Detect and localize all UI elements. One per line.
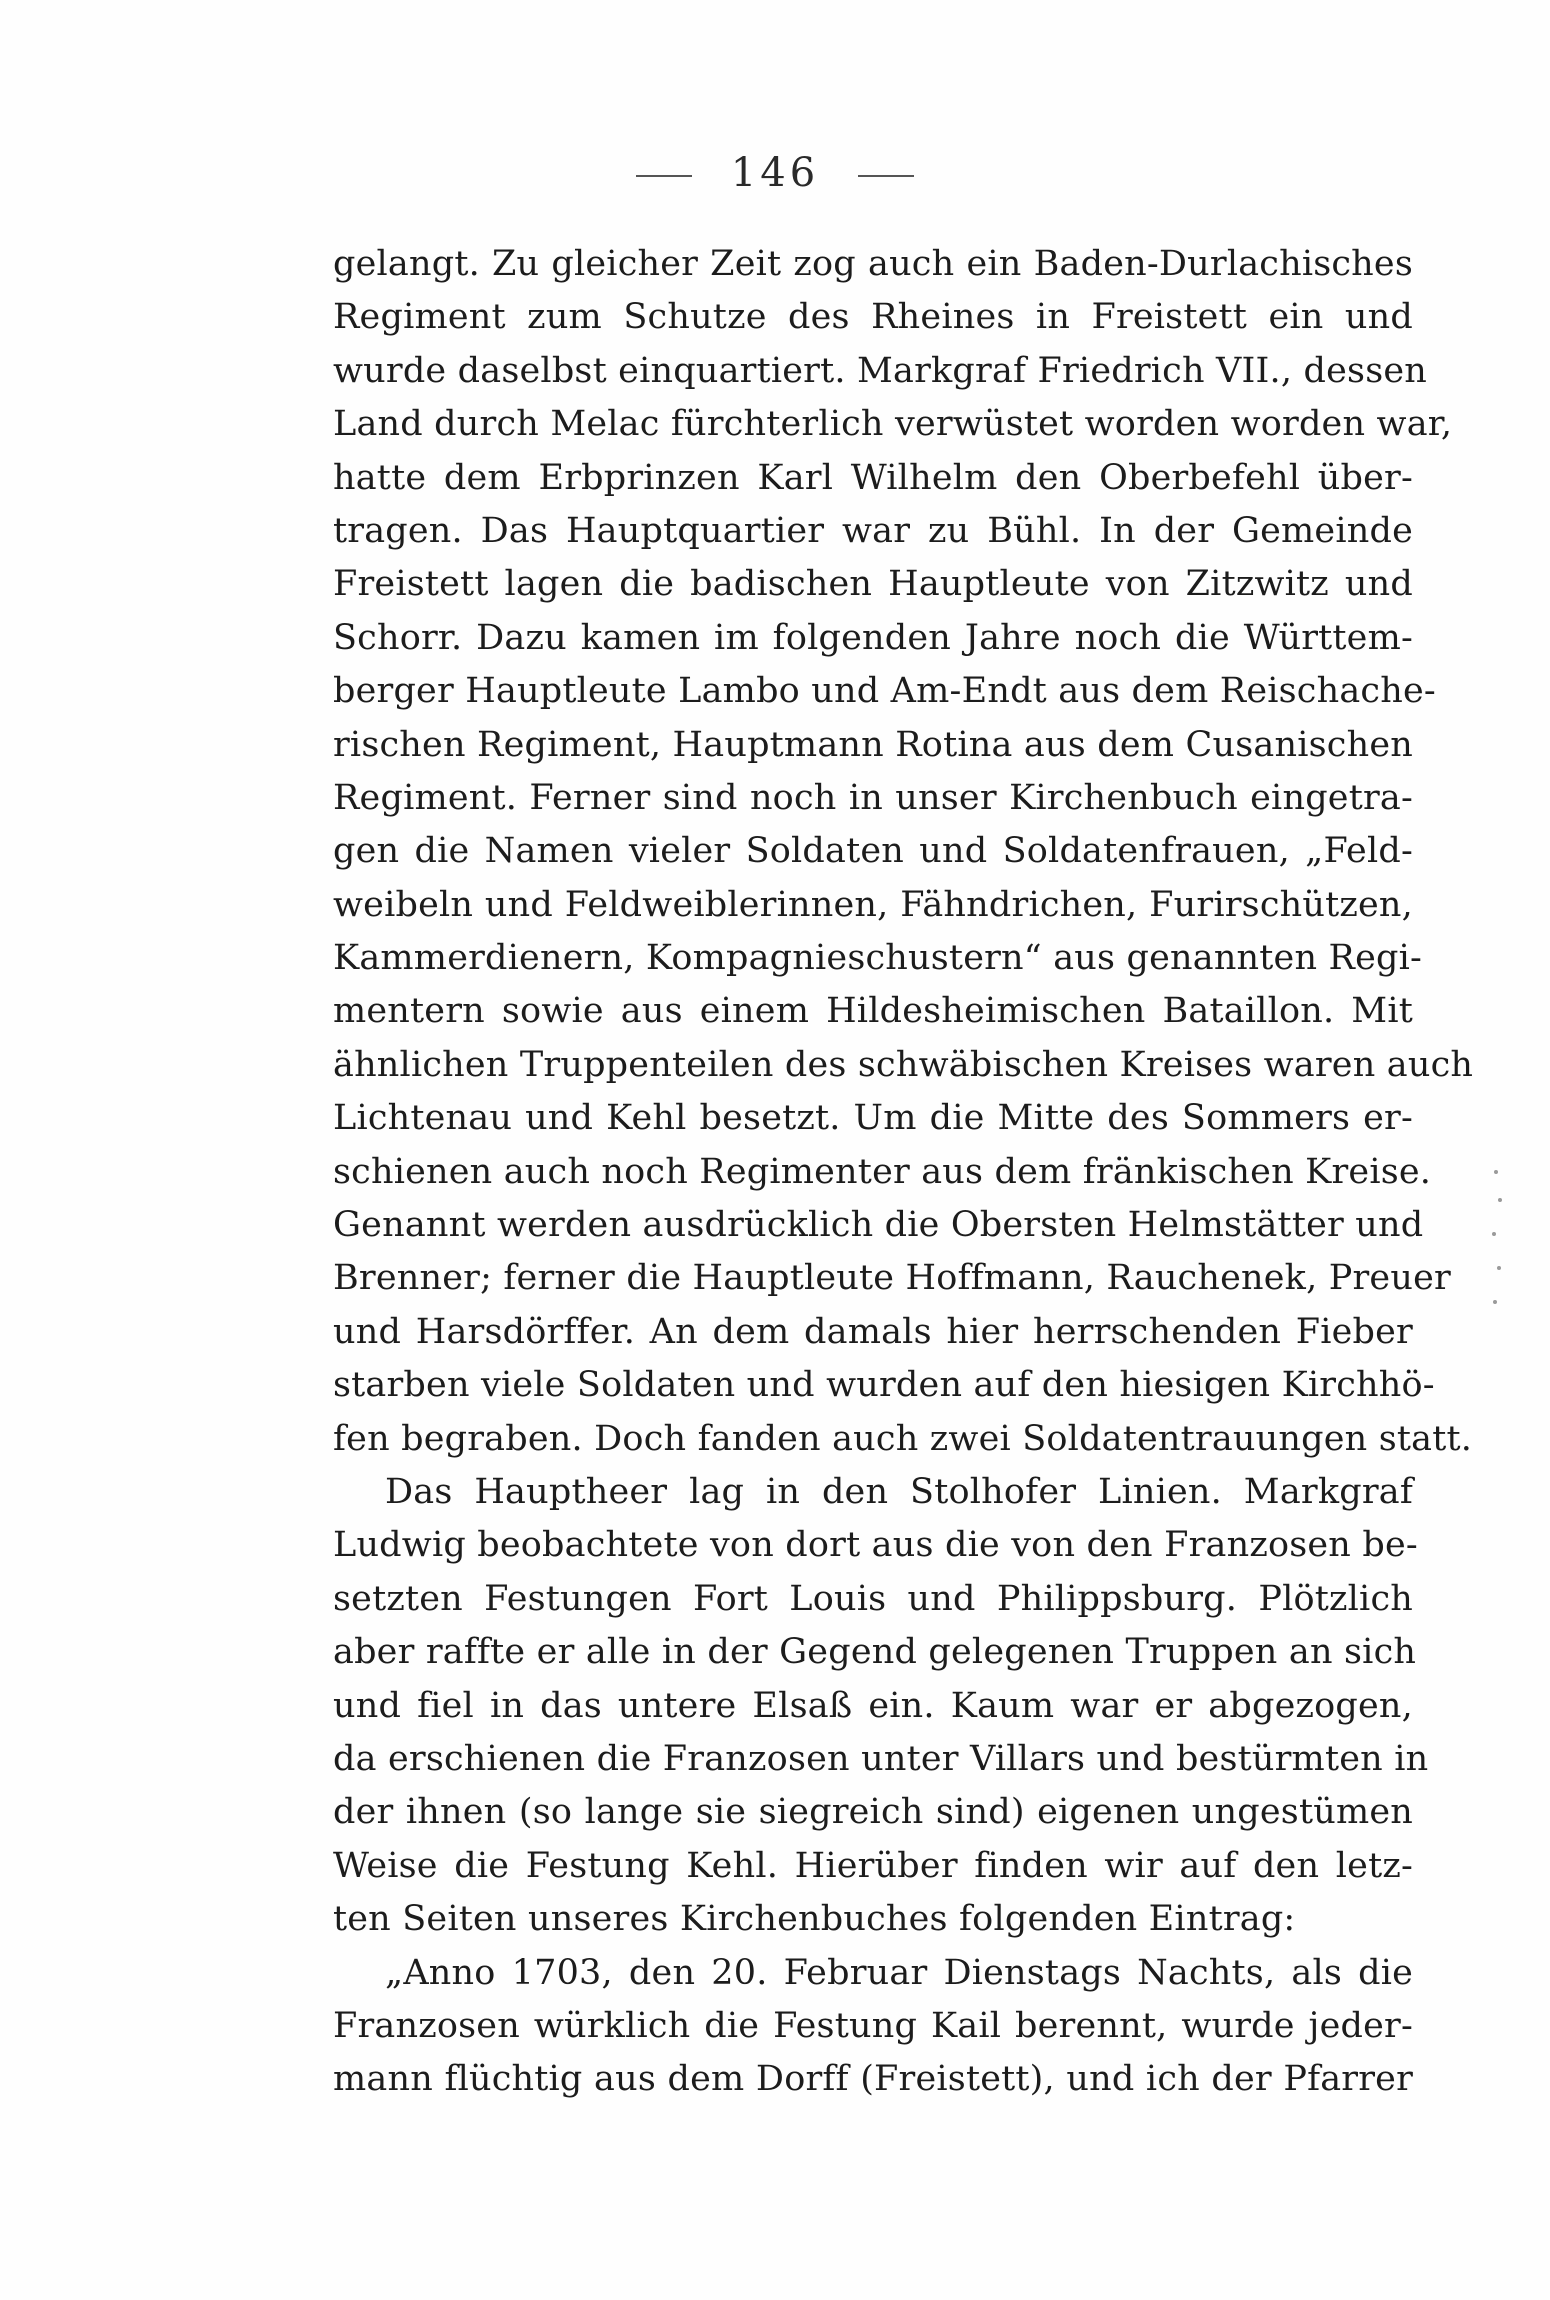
text-line: der ihnen (so lange sie siegreich sind) eigenen ungestümen: [333, 1792, 1413, 1833]
text-line: Land durch Melac fürchterlich verwüstet worden worden war,: [333, 404, 1453, 445]
text-line: mentern sowie aus einem Hildesheimischen Bataillon. Mit: [333, 991, 1413, 1032]
text-line: mann flüchtig aus dem Dorff (Freistett), und ich der Pfarrer: [333, 2059, 1413, 2100]
text-line: berger Hauptleute Lambo und Am-Endt aus dem Reischache-: [333, 671, 1436, 712]
text-line: weibeln und Feldweiblerinnen, Fähndrichen, Furirschützen,: [333, 884, 1413, 925]
text-line-paragraph-end: ten Seiten unseres Kirchenbuches folgenden Eintrag:: [333, 1899, 1296, 1940]
text-line: Ludwig beobachtete von dort aus die von den Franzosen be-: [333, 1525, 1418, 1566]
page-header: [0, 150, 1550, 196]
header-dash-right: [858, 175, 914, 177]
header-dash-left: [636, 175, 692, 177]
text-line-quote-start: „Anno 1703, den 20. Februar Dienstags Nachts, als die: [385, 1952, 1413, 1993]
text-line: Lichtenau und Kehl besetzt. Um die Mitte des Sommers er-: [333, 1098, 1413, 1139]
text-line: und fiel in das untere Elsaß ein. Kaum war er abgezogen,: [333, 1685, 1413, 1726]
text-line: Kammerdienern, Kompagnieschustern“ aus genannten Regi-: [333, 938, 1423, 979]
text-line: rischen Regiment, Hauptmann Rotina aus dem Cusanischen: [333, 724, 1413, 765]
margin-specks: [1488, 1170, 1508, 1370]
text-line: gen die Namen vieler Soldaten und Soldatenfrauen, „Feld-: [333, 831, 1413, 872]
body-text: [333, 238, 1474, 2107]
text-line: Franzosen würklich die Festung Kail berennt, wurde jeder-: [333, 2005, 1413, 2046]
text-line: Weise die Festung Kehl. Hierüber finden wir auf den letz-: [333, 1845, 1413, 1886]
text-line: aber raffte er alle in der Gegend gelegenen Truppen an sich: [333, 1632, 1417, 1673]
text-line: da erschienen die Franzosen unter Villars und bestürmten in: [333, 1738, 1429, 1779]
text-line: und Harsdörffer. An dem damals hier herrschenden Fieber: [333, 1311, 1413, 1352]
text-line: wurde daselbst einquartiert. Markgraf Friedrich VII., dessen: [333, 350, 1428, 391]
page-number: 146: [730, 150, 820, 196]
text-line-paragraph-start: Das Hauptheer lag in den Stolhofer Linien. Markgraf: [385, 1471, 1413, 1512]
text-line: gelangt. Zu gleicher Zeit zog auch ein Baden-Durlachisches: [333, 244, 1413, 284]
text-line: Regiment zum Schutze des Rheines in Freistett ein und: [333, 297, 1413, 338]
text-line: schienen auch noch Regimenter aus dem fränkischen Kreise.: [333, 1151, 1432, 1192]
text-line: setzten Festungen Fort Louis und Philippsburg. Plötzlich: [333, 1578, 1413, 1619]
text-line: starben viele Soldaten und wurden auf den hiesigen Kirchhö-: [333, 1365, 1435, 1406]
text-line: Schorr. Dazu kamen im folgenden Jahre noch die Württem-: [333, 617, 1413, 658]
text-line: Brenner; ferner die Hauptleute Hoffmann, Rauchenek, Preuer: [333, 1258, 1451, 1299]
text-line: Regiment. Ferner sind noch in unser Kirchenbuch eingetra-: [333, 777, 1413, 818]
text-line-paragraph-end: fen begraben. Doch fanden auch zwei Soldatentrauungen statt.: [333, 1418, 1473, 1459]
text-line: Freistett lagen die badischen Hauptleute von Zitzwitz und: [333, 564, 1413, 605]
text-line: ähnlichen Truppenteilen des schwäbischen Kreises waren auch: [333, 1044, 1474, 1085]
text-line: Genannt werden ausdrücklich die Obersten Helmstätter und: [333, 1205, 1424, 1246]
text-line: hatte dem Erbprinzen Karl Wilhelm den Oberbefehl über-: [333, 457, 1413, 498]
text-line: tragen. Das Hauptquartier war zu Bühl. In der Gemeinde: [333, 510, 1413, 551]
